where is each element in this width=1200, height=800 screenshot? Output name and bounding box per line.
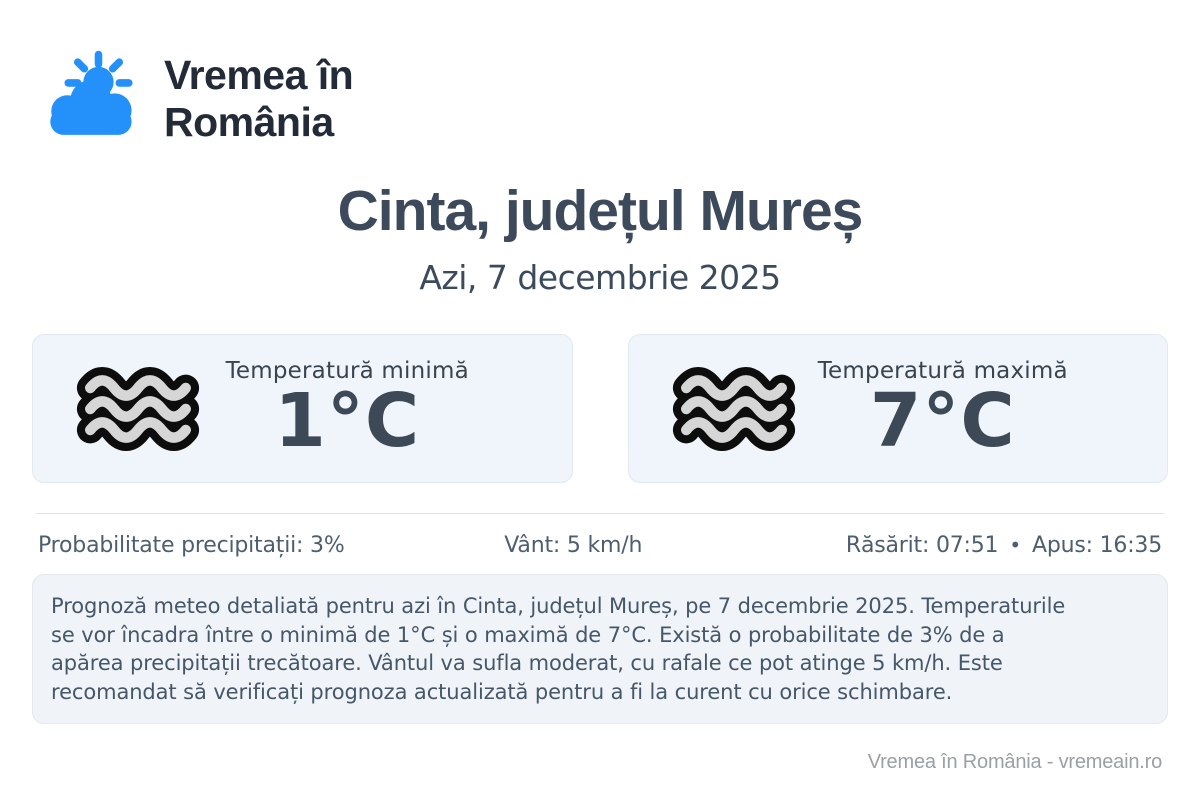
fog-waves-icon [671,365,797,453]
forecast-line: recomandat să verificați prognoza actualizată pentru a fi la curent cu orice schimbare. [51,679,953,704]
precipitation-stat: Probabilitate precipitații: 3% [38,533,345,558]
forecast-line: Prognoză meteo detaliată pentru azi în Cinta, județul Mureș, pe 7 decembrie 2025. Temperaturile [51,594,1066,618]
max-temperature-label: Temperatură maximă [817,357,1068,384]
min-temperature-value: 1°C [274,377,421,464]
divider [36,513,1164,514]
brand-line2: România [164,99,334,145]
sunset-stat: Apus: 16:35 [1031,533,1162,558]
brand-name [164,52,353,146]
forecast-line: se vor încadra între o minimă de 1°C și o maximă de 7°C. Există o probabilitate de 3% de a [51,622,1005,647]
forecast-description [32,574,1168,724]
sun-behind-cloud-icon[interactable] [38,50,142,148]
forecast-line: apărea precipitații trecătoare. Vântul va sufla moderat, cu rafale ce pot atinge 5 km/h. Este [51,651,1003,676]
stats-row [32,533,1168,558]
min-temperature-text [201,357,494,464]
max-temperature-value: 7°C [869,377,1016,464]
min-temperature-card [32,334,573,483]
bullet-separator: • [1009,533,1021,557]
wind-stat: Vânt: 5 km/h [504,533,643,558]
page-date: Azi, 7 decembrie 2025 [419,258,781,297]
sunrise-stat: Răsărit: 07:51 [845,533,999,558]
max-temperature-text [797,357,1090,464]
sun-times-stat [752,533,1162,558]
temperature-cards [32,334,1168,483]
page-title: Cinta, județul Mureș [337,179,863,243]
brand-line1: Vremea în [164,51,354,98]
site-header [38,0,1168,148]
min-temperature-label: Temperatură minimă [225,357,469,384]
fog-waves-icon [75,365,201,453]
max-temperature-card [628,334,1169,483]
footer-credit: Vremea în România - vremeain.ro [867,751,1162,774]
